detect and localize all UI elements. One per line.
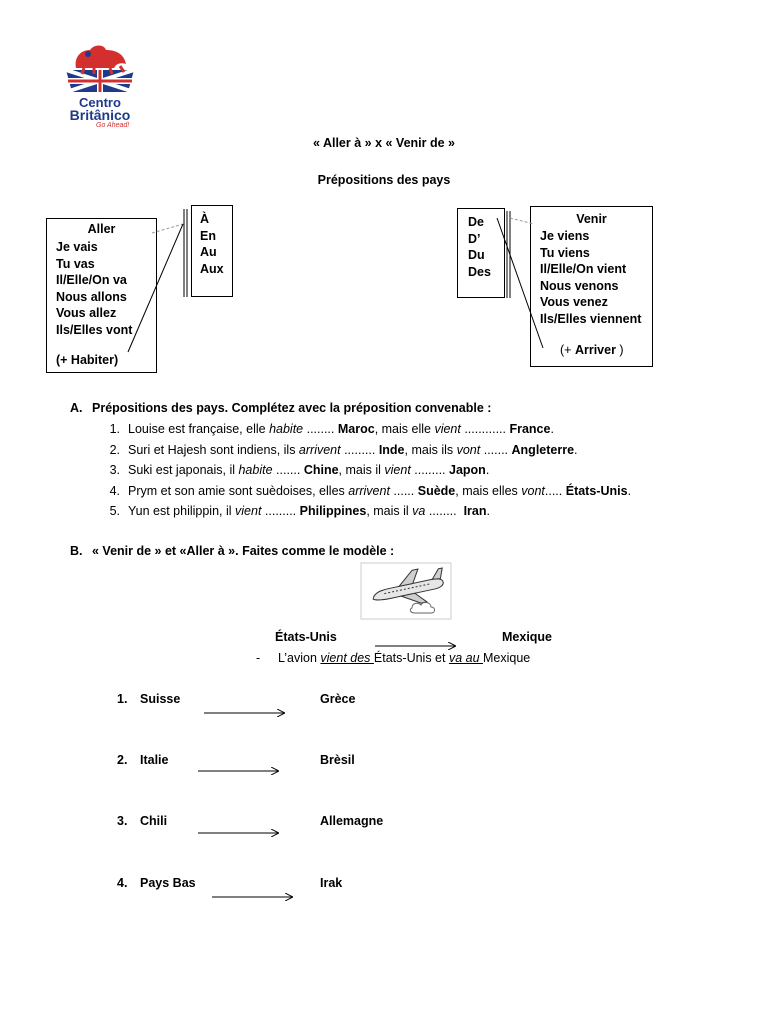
- model-dash: -: [256, 651, 261, 665]
- sentence-segment: États-Unis et: [373, 651, 449, 665]
- sentence-segment: Japon: [449, 463, 486, 477]
- sentence-segment: .: [574, 443, 578, 457]
- model-from-country: États-Unis: [275, 630, 337, 644]
- pair-to-country: Irak: [320, 876, 343, 890]
- exercise-sentence: [128, 504, 490, 518]
- exercise-number: 4.: [109, 484, 120, 498]
- sentence-segment: Suri et Hajesh sont indiens, ils: [128, 443, 299, 457]
- exercise-item: [100, 503, 490, 519]
- pair-number: 3.: [117, 814, 128, 828]
- section-a-heading: Prépositions des pays. Complétez avec la préposition convenable :: [92, 401, 492, 415]
- venir-box-title: Venir: [576, 212, 607, 226]
- sentence-segment: vient des: [320, 651, 374, 665]
- pair-from-country: Italie: [140, 753, 169, 767]
- sentence-segment: arrivent: [348, 484, 390, 498]
- sentence-segment: , mais elles: [455, 484, 522, 498]
- sentence-segment: va au: [448, 651, 484, 665]
- sentence-segment: ......: [389, 484, 418, 498]
- preposition-a-item: Aux: [200, 261, 224, 276]
- airplane-icon: [360, 562, 452, 620]
- sentence-segment: , mais ils: [404, 443, 457, 457]
- sentence-segment: , mais il: [366, 504, 413, 518]
- sentence-segment: ........: [425, 504, 464, 518]
- venir-form: Tu viens: [540, 245, 590, 260]
- logo-tagline: Go Ahead!: [96, 122, 130, 129]
- preposition-de-item: Du: [468, 248, 485, 262]
- sentence-segment: va: [412, 504, 426, 518]
- sentence-segment: ........: [303, 422, 338, 436]
- exercise-sentence: [128, 443, 578, 457]
- sentence-segment: Prym et son amie sont suèdoises, elles: [128, 484, 349, 498]
- sentence-segment: .: [550, 422, 554, 436]
- aller-form: Vous allez: [56, 306, 117, 320]
- sentence-segment: Chine: [303, 463, 339, 477]
- sentence-segment: .: [486, 504, 490, 518]
- pair-to-country: Brèsil: [320, 753, 355, 767]
- sentence-segment: .: [485, 463, 490, 477]
- sentence-segment: Suki est japonais, il: [128, 463, 239, 477]
- section-a-letter: A.: [70, 401, 83, 415]
- venir-form: Je viens: [540, 229, 590, 243]
- exercise-number: 1.: [109, 422, 120, 436]
- model-to-country: Mexique: [502, 630, 553, 644]
- sentence-segment: L’avion: [278, 651, 321, 665]
- venir-form: Il/Elle/On vient: [540, 262, 627, 276]
- sentence-segment: .....: [544, 484, 566, 498]
- preposition-de-item: D’: [468, 231, 481, 246]
- sentence-segment: .........: [410, 463, 449, 477]
- sentence-segment: Suède: [417, 484, 456, 498]
- sentence-segment: .......: [272, 463, 304, 477]
- exercise-item: [100, 462, 489, 478]
- aller-note: (+ Habiter): [56, 353, 119, 367]
- aller-form: Tu vas: [56, 256, 95, 271]
- pair-from-country: Pays Bas: [140, 876, 196, 890]
- sentence-segment: ............: [460, 422, 510, 436]
- preposition-a-item: En: [200, 228, 216, 243]
- venir-form: Vous venez: [540, 295, 608, 309]
- sentence-segment: .........: [340, 443, 379, 457]
- sentence-segment: Philippines: [299, 504, 367, 518]
- sentence-segment: Iran: [463, 504, 487, 518]
- model-sentence: [278, 651, 530, 665]
- preposition-de-item: De: [468, 215, 484, 229]
- exercise-item: [100, 421, 554, 437]
- section-b-heading: « Venir de » et «Aller à ». Faites comme le modèle :: [92, 544, 395, 558]
- exercise-number: 2.: [109, 443, 120, 457]
- logo-text-line1: Centro: [79, 95, 121, 110]
- sentence-segment: Maroc: [337, 422, 375, 436]
- aller-form: Il/Elle/On va: [56, 273, 127, 287]
- sentence-segment: .........: [261, 504, 300, 518]
- sentence-segment: .......: [480, 443, 512, 457]
- pair-number: 1.: [117, 692, 128, 706]
- exercise-item: [100, 442, 578, 458]
- exercise-sentence: [128, 463, 489, 477]
- sentence-segment: , mais il: [338, 463, 385, 477]
- sentence-segment: , mais elle: [374, 422, 435, 436]
- exercise-sentence: [128, 484, 631, 498]
- exercise-sentence: [128, 422, 554, 436]
- exercise-number: 3.: [109, 463, 120, 477]
- sentence-segment: .: [627, 484, 632, 498]
- sentence-segment: vont: [456, 443, 481, 457]
- aller-form: Je vais: [56, 240, 98, 254]
- sentence-segment: Angleterre: [511, 443, 575, 457]
- sentence-segment: vient: [434, 422, 461, 436]
- preposition-a-item: À: [200, 212, 210, 226]
- logo-text-line2: Britânico: [69, 107, 131, 123]
- sentence-segment: Yun est philippin, il: [128, 504, 236, 518]
- sentence-segment: Louise est française, elle: [128, 422, 270, 436]
- pair-number: 4.: [117, 876, 128, 890]
- sentence-segment: Inde: [378, 443, 405, 457]
- aller-box-title: Aller: [87, 222, 116, 236]
- page-subtitle: Prépositions des pays: [317, 173, 451, 187]
- preposition-a-item: Au: [200, 245, 217, 259]
- venir-form: Ils/Elles viennent: [540, 311, 642, 326]
- sentence-segment: France: [509, 422, 551, 436]
- section-b-letter: B.: [70, 544, 83, 558]
- aller-form: Ils/Elles vont: [56, 322, 133, 337]
- preposition-de-item: Des: [468, 264, 491, 279]
- pair-to-country: Allemagne: [320, 814, 384, 828]
- sentence-segment: vont: [521, 484, 545, 498]
- sentence-segment: vient: [235, 504, 262, 518]
- sentence-segment: vient: [384, 463, 411, 477]
- page-title: « Aller à » x « Venir de »: [313, 136, 455, 150]
- pair-from-country: Chili: [140, 814, 168, 828]
- sentence-segment: arrivent: [298, 443, 341, 457]
- aller-form: Nous allons: [56, 289, 127, 304]
- venir-form: Nous venons: [540, 278, 619, 293]
- sentence-segment: Mexique: [483, 651, 531, 665]
- sentence-segment: habite: [269, 422, 304, 436]
- venir-note: (+ Arriver ): [560, 343, 624, 357]
- sentence-segment: habite: [238, 463, 273, 477]
- exercise-number: 5.: [109, 504, 120, 518]
- sentence-segment: États-Unis: [565, 484, 628, 498]
- pair-from-country: Suisse: [140, 692, 181, 706]
- pair-number: 2.: [117, 753, 128, 767]
- pair-to-country: Grèce: [320, 692, 356, 706]
- exercise-item: [100, 483, 631, 499]
